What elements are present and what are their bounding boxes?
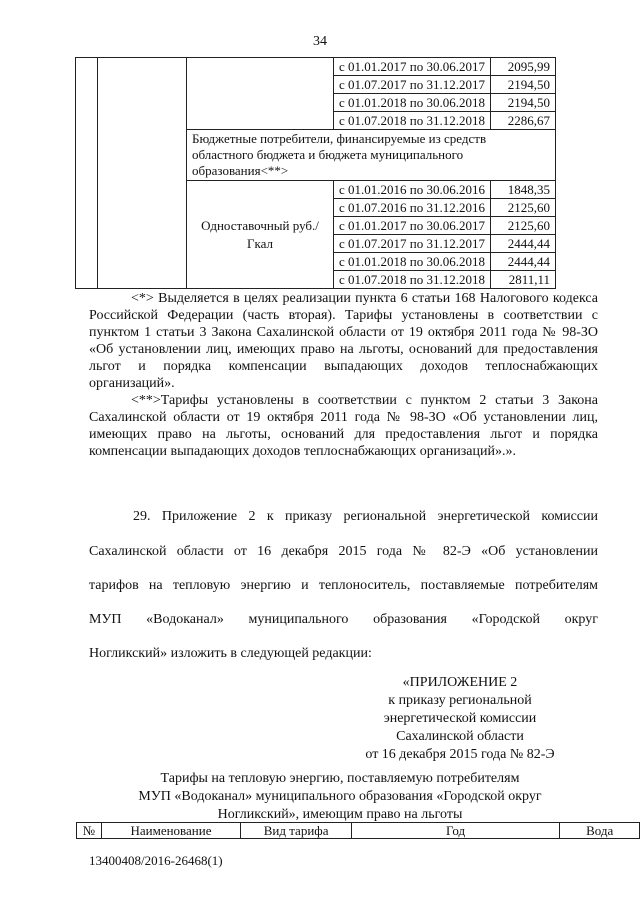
item-29-line: МУП «Водоканал» муниципального образования «Городской округ: [89, 612, 598, 627]
value-cell: 1848,35: [491, 181, 556, 199]
appendix-line: Сахалинской области: [396, 729, 524, 744]
table-title-line: Ногликский», имеющим право на льготы: [217, 807, 463, 822]
value-cell: 2811,11: [491, 271, 556, 289]
document-code: 13400408/2016-26468(1): [89, 853, 223, 868]
appendix-header: [330, 674, 590, 764]
header-year: Год: [351, 823, 560, 839]
value-cell: 2125,60: [491, 217, 556, 235]
table-title-line: МУП «Водоканал» муниципального образования «Городской округ: [138, 789, 542, 804]
table-header-row: [77, 823, 640, 839]
item-29-line: тарифов на тепловую энергию и теплоноситель, поставляемые потребителям: [89, 578, 598, 593]
table-cell-empty: [98, 58, 187, 289]
footnote-1: <*> Выделяется в целях реализации пункта 6 статьи 168 Налогового кодекса Российской Федерации (часть вторая). Тарифы установлены в соответствии с пунктом 1 статьи 3 Закона Сахалинской области от 19 октября 2011 года № 98-ЗО «Об установлении лиц, имеющих право на льготы, оснований для предоставления льгот и порядка компенсации выпадающих доходов теплоснабжающих организаций».: [89, 291, 598, 391]
period-cell: с 01.07.2018 по 31.12.2018: [334, 112, 491, 130]
value-cell: 2125,60: [491, 199, 556, 217]
value-cell: 2194,50: [491, 94, 556, 112]
period-cell: с 01.07.2017 по 31.12.2017: [334, 235, 491, 253]
appendix-line: к приказу региональной: [388, 693, 532, 708]
table-title-line: Тарифы на тепловую энергию, поставляемую потребителям: [160, 771, 520, 786]
header-num: №: [77, 823, 102, 839]
value-cell: 2444,44: [491, 235, 556, 253]
footnote-2: <**>Тарифы установлены в соответствии с пунктом 2 статьи 3 Закона Сахалинской области от 19 октября 2011 года № 98-ЗО «Об установлении лиц, имеющих право на льготы, оснований для предоставления льгот и порядка компенсации выпадающих доходов теплоснабжающих организаций».».: [89, 393, 598, 459]
period-cell: с 01.01.2017 по 30.06.2017: [334, 58, 491, 76]
header-type: Вид тарифа: [241, 823, 351, 839]
period-cell: с 01.01.2018 по 30.06.2018: [334, 253, 491, 271]
appendix-line: энергетической комиссии: [383, 711, 537, 726]
table-cell-empty: [187, 58, 334, 130]
period-cell: с 01.07.2016 по 31.12.2016: [334, 199, 491, 217]
value-cell: 2444,44: [491, 253, 556, 271]
appendix-line: от 16 декабря 2015 года № 82-Э: [365, 747, 555, 762]
period-cell: с 01.01.2018 по 30.06.2018: [334, 94, 491, 112]
header-water: Вода: [560, 823, 640, 839]
table-row: [76, 58, 556, 76]
value-cell: 2194,50: [491, 76, 556, 94]
period-cell: с 01.07.2018 по 31.12.2018: [334, 271, 491, 289]
item-29-line: 29. Приложение 2 к приказу региональной энергетической комиссии: [133, 509, 598, 524]
table-cell-empty: [76, 58, 98, 289]
group-heading-cell: Бюджетные потребители, финансируемые из средств областного бюджета и бюджета муниципального образования<**>: [187, 130, 556, 181]
appendix-title: «ПРИЛОЖЕНИЕ 2: [402, 675, 518, 690]
value-cell: 2286,67: [491, 112, 556, 130]
tariff-table-header: [76, 822, 640, 839]
table-title: [80, 770, 600, 824]
header-name: Наименование: [101, 823, 241, 839]
period-cell: с 01.07.2017 по 31.12.2017: [334, 76, 491, 94]
tariff-table: [75, 57, 556, 289]
period-cell: с 01.01.2017 по 30.06.2017: [334, 217, 491, 235]
period-cell: с 01.01.2016 по 30.06.2016: [334, 181, 491, 199]
value-cell: 2095,99: [491, 58, 556, 76]
item-29-line: Сахалинской области от 16 декабря 2015 года № 82-Э «Об установлении: [89, 544, 598, 559]
tariff-type-cell: Одноставочный руб./Гкал: [187, 181, 334, 289]
page-number: 34: [313, 34, 327, 49]
item-29-line: Ногликский» изложить в следующей редакции:: [89, 646, 372, 661]
